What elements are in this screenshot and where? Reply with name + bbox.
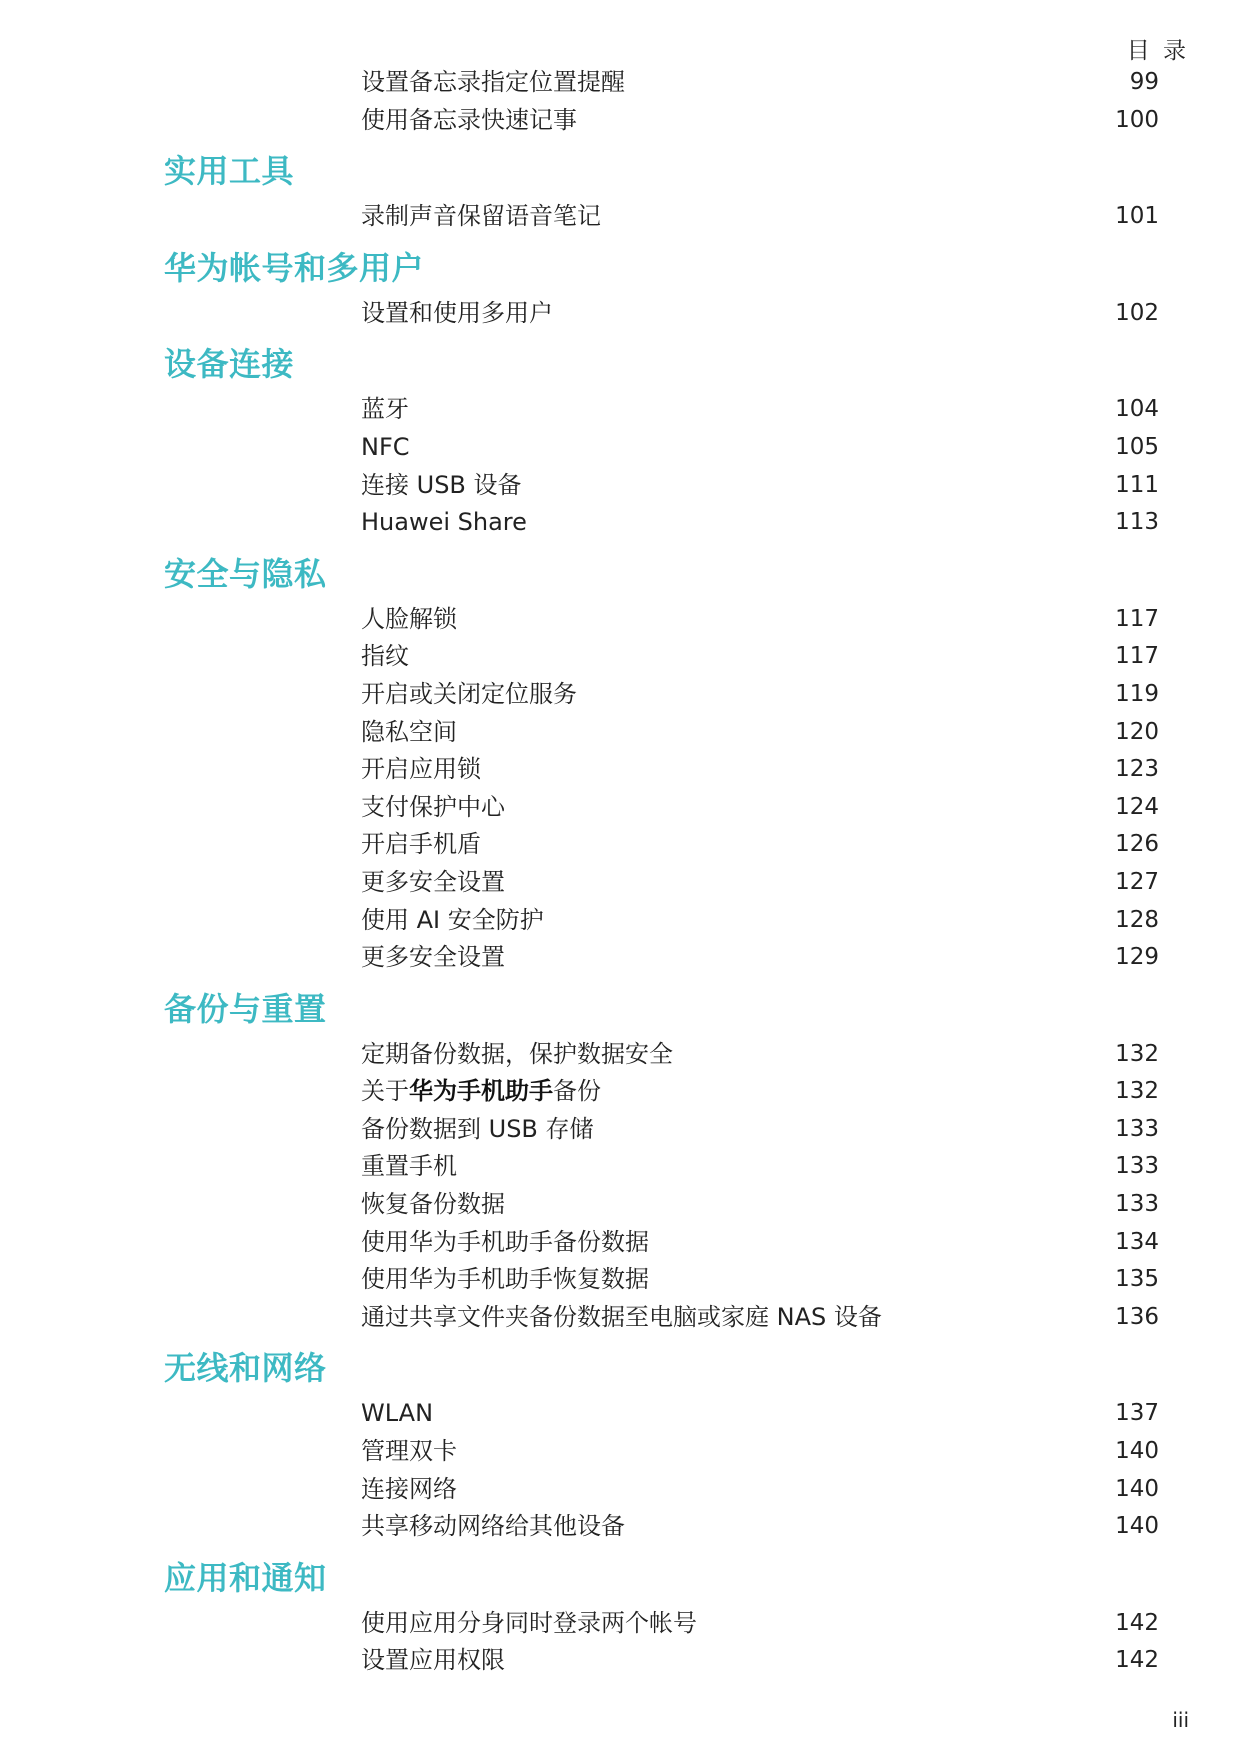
toc-entry-page: 132 <box>1115 1078 1159 1105</box>
toc-entry-title: 备份数据到 USB 存储 <box>361 1114 594 1143</box>
toc-entry-page: 117 <box>1115 643 1159 670</box>
toc-section-heading[interactable] <box>0 139 1241 198</box>
toc-entry[interactable] <box>0 1471 1241 1509</box>
toc-entry[interactable] <box>0 902 1241 940</box>
toc-entry-title: 更多安全设置 <box>361 867 505 896</box>
toc-entry-title-prefix: 关于 <box>361 1077 409 1106</box>
toc-section-title: 实用工具 <box>164 152 295 191</box>
toc-entry-page: 111 <box>1115 471 1159 498</box>
toc-entry[interactable] <box>0 789 1241 827</box>
toc-section-title: 应用和通知 <box>164 1558 327 1597</box>
toc-entry-page: 105 <box>1115 433 1159 460</box>
table-of-contents <box>0 64 1241 1680</box>
toc-entry[interactable] <box>0 638 1241 676</box>
toc-entry-page: 124 <box>1115 793 1159 820</box>
toc-entry-title: 定期备份数据，保护数据安全 <box>361 1039 673 1068</box>
toc-section-heading[interactable] <box>0 542 1241 601</box>
toc-entry-page: 140 <box>1115 1475 1159 1502</box>
toc-entry[interactable] <box>0 601 1241 639</box>
toc-section-heading[interactable] <box>0 332 1241 391</box>
toc-entry-page: 142 <box>1115 1609 1159 1636</box>
toc-section-heading[interactable] <box>0 236 1241 295</box>
toc-section-title: 无线和网络 <box>164 1349 327 1388</box>
toc-entry[interactable] <box>0 939 1241 977</box>
toc-entry-title: 设置和使用多用户 <box>361 298 553 327</box>
toc-entry[interactable] <box>0 826 1241 864</box>
toc-entry-title: 使用备忘录快速记事 <box>361 105 577 134</box>
toc-entry-title: 使用华为手机助手恢复数据 <box>361 1265 649 1294</box>
toc-entry-title: 开启应用锁 <box>361 755 481 784</box>
toc-entry[interactable] <box>0 1036 1241 1074</box>
toc-entry-page: 140 <box>1115 1513 1159 1540</box>
toc-section-heading[interactable] <box>0 1336 1241 1395</box>
toc-entry-page: 113 <box>1115 509 1159 536</box>
toc-entry[interactable] <box>0 1508 1241 1546</box>
toc-entry[interactable] <box>0 391 1241 429</box>
toc-entry-page: 140 <box>1115 1438 1159 1465</box>
toc-entry-title: 共享移动网络给其他设备 <box>361 1512 625 1541</box>
toc-entry-title: 使用应用分身同时登录两个帐号 <box>361 1608 697 1637</box>
toc-entry-title: 管理双卡 <box>361 1437 457 1466</box>
toc-entry[interactable] <box>0 467 1241 505</box>
toc-entry[interactable] <box>0 1433 1241 1471</box>
toc-entry-page: 134 <box>1115 1228 1159 1255</box>
toc-entry-page: 136 <box>1115 1303 1159 1330</box>
toc-entry-page: 101 <box>1115 203 1159 230</box>
toc-entry-title: 通过共享文件夹备份数据至电脑或家庭 NAS 设备 <box>361 1302 882 1331</box>
page-header-title: 目 录 <box>1126 38 1189 64</box>
toc-entry-title: 指纹 <box>361 642 409 671</box>
toc-entry-page: 128 <box>1115 906 1159 933</box>
toc-entry-title: 设置备忘录指定位置提醒 <box>361 68 625 96</box>
toc-entry[interactable] <box>0 1605 1241 1643</box>
toc-entry-title: Huawei Share <box>361 508 527 537</box>
toc-section-title: 设备连接 <box>164 345 295 384</box>
toc-section-heading[interactable] <box>0 1546 1241 1605</box>
toc-entry[interactable] <box>0 864 1241 902</box>
toc-entry-title: 连接 USB 设备 <box>361 470 522 499</box>
toc-entry-page: 133 <box>1115 1115 1159 1142</box>
toc-entry[interactable] <box>0 64 1241 102</box>
page-number: iii <box>1172 1708 1189 1732</box>
toc-entry-title: 连接网络 <box>361 1474 457 1503</box>
toc-entry-title: 开启或关闭定位服务 <box>361 679 577 708</box>
toc-entry-title: 开启手机盾 <box>361 830 481 859</box>
toc-entry-page: 102 <box>1115 299 1159 326</box>
toc-entry-page: 129 <box>1115 944 1159 971</box>
toc-entry-page: 133 <box>1115 1153 1159 1180</box>
toc-entry[interactable] <box>0 714 1241 752</box>
toc-entry-page: 133 <box>1115 1191 1159 1218</box>
toc-entry[interactable] <box>0 102 1241 140</box>
toc-entry-page: 126 <box>1115 831 1159 858</box>
toc-entry-title: 人脸解锁 <box>361 604 457 633</box>
toc-entry-title <box>361 1073 601 1111</box>
toc-entry-title: 隐私空间 <box>361 717 457 746</box>
toc-entry-title: NFC <box>361 432 410 461</box>
toc-entry-page: 100 <box>1115 106 1159 133</box>
toc-section-heading[interactable] <box>0 977 1241 1036</box>
toc-entry[interactable] <box>0 1224 1241 1262</box>
toc-entry-title: 录制声音保留语音笔记 <box>361 202 601 231</box>
toc-entry[interactable] <box>0 676 1241 714</box>
toc-entry-title: 设置应用权限 <box>361 1646 505 1675</box>
toc-section-title: 备份与重置 <box>164 989 327 1028</box>
toc-entry[interactable] <box>0 1111 1241 1149</box>
toc-entry[interactable] <box>0 751 1241 789</box>
toc-entry-page: 137 <box>1115 1400 1159 1427</box>
toc-entry-page: 117 <box>1115 605 1159 632</box>
toc-entry-page: 135 <box>1115 1266 1159 1293</box>
toc-entry[interactable] <box>0 1148 1241 1186</box>
toc-entry-title: 支付保护中心 <box>361 792 505 821</box>
toc-entry-title: 使用 AI 安全防护 <box>361 905 544 934</box>
toc-entry-page: 104 <box>1115 396 1159 423</box>
toc-entry[interactable] <box>0 429 1241 467</box>
toc-section-title: 安全与隐私 <box>164 554 327 593</box>
toc-entry[interactable] <box>0 1186 1241 1224</box>
toc-entry[interactable] <box>0 1395 1241 1433</box>
toc-entry-page: 120 <box>1115 718 1159 745</box>
toc-entry-page: 127 <box>1115 868 1159 895</box>
toc-entry-page: 123 <box>1115 756 1159 783</box>
toc-entry-title-emphasis: 华为手机助手 <box>409 1077 553 1106</box>
toc-entry-page: 142 <box>1115 1647 1159 1674</box>
toc-entry-page: 132 <box>1115 1040 1159 1067</box>
toc-entry-title: 更多安全设置 <box>361 943 505 972</box>
toc-entry-page: 119 <box>1115 680 1159 707</box>
toc-entry-title: 蓝牙 <box>361 395 409 424</box>
toc-entry-title: WLAN <box>361 1399 434 1428</box>
toc-entry[interactable] <box>0 198 1241 236</box>
toc-entry-page: 99 <box>1129 69 1159 95</box>
toc-entry[interactable] <box>0 504 1241 542</box>
toc-section-title: 华为帐号和多用户 <box>164 248 425 287</box>
toc-entry[interactable] <box>0 1073 1241 1111</box>
toc-entry[interactable] <box>0 1642 1241 1680</box>
toc-entry-title: 使用华为手机助手备份数据 <box>361 1227 649 1256</box>
toc-entry[interactable] <box>0 1299 1241 1337</box>
toc-entry[interactable] <box>0 295 1241 333</box>
toc-entry-title: 恢复备份数据 <box>361 1190 505 1219</box>
toc-entry-title-suffix: 备份 <box>553 1077 601 1106</box>
toc-entry[interactable] <box>0 1261 1241 1299</box>
toc-entry-title: 重置手机 <box>361 1152 457 1181</box>
